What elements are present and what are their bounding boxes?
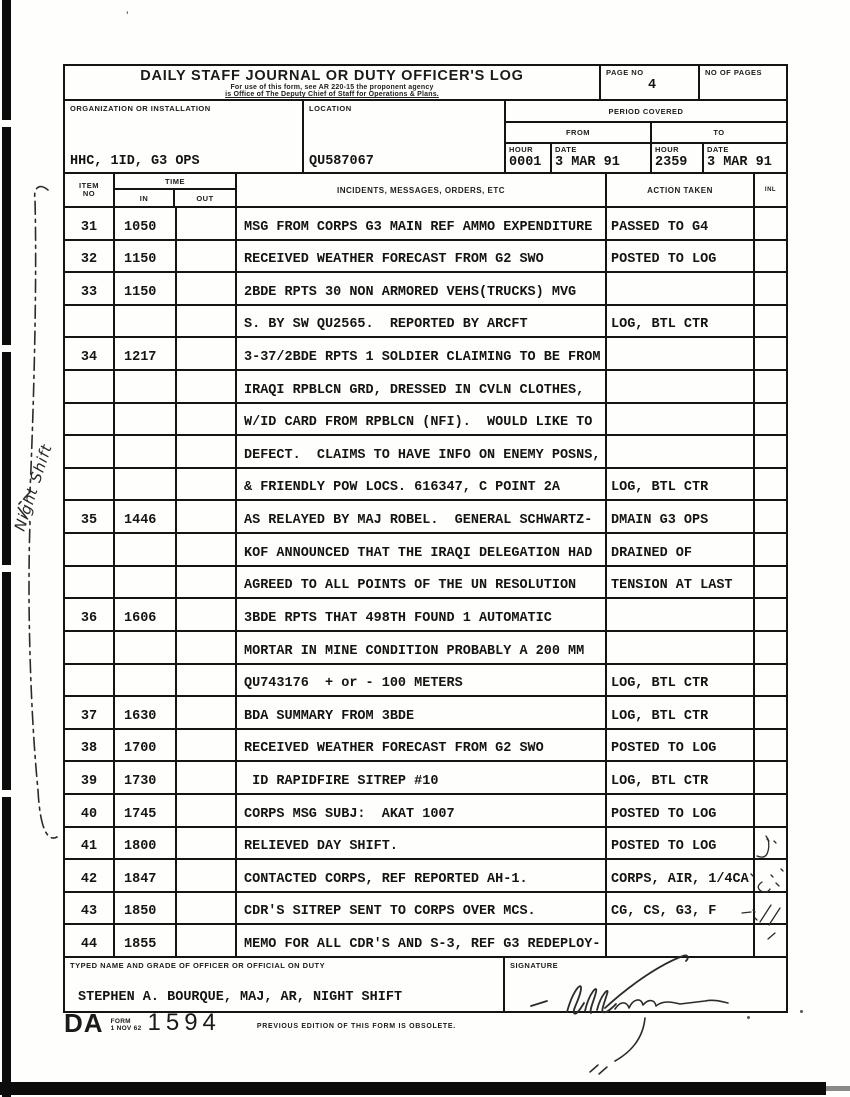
column-header-row — [65, 174, 786, 208]
log-row — [65, 371, 786, 404]
time-in-cell — [115, 469, 177, 500]
time-header-label: TIME — [115, 174, 235, 190]
page-no-label: PAGE NO — [606, 68, 644, 77]
action-cell: TENSION AT LAST — [607, 567, 755, 598]
initials-cell — [755, 404, 786, 435]
organization-cell — [65, 101, 304, 172]
item-no-cell: 38 — [65, 730, 115, 761]
typed-name-cell — [65, 958, 505, 1011]
item-no-cell: 32 — [65, 241, 115, 272]
incident-cell: DEFECT. CLAIMS TO HAVE INFO ON ENEMY POSNS, — [237, 436, 607, 467]
time-in-cell: 1847 — [115, 860, 177, 891]
initials-cell — [755, 371, 786, 402]
log-row — [65, 828, 786, 861]
incident-cell: 2BDE RPTS 30 NON ARMORED VEHS(TRUCKS) MVG — [237, 273, 607, 304]
location-value: QU587067 — [309, 154, 374, 169]
initials-cell — [755, 436, 786, 467]
action-cell: CG, CS, G3, F — [607, 893, 755, 924]
page-no-value: 4 — [647, 78, 657, 93]
initials-cell — [755, 338, 786, 369]
action-cell: LOG, BTL CTR — [607, 665, 755, 696]
scan-notch — [0, 120, 13, 127]
time-out-cell — [177, 501, 237, 532]
to-date-value: 3 MAR 91 — [707, 155, 772, 170]
time-out-cell — [177, 828, 237, 859]
action-cell: POSTED TO LOG — [607, 730, 755, 761]
time-in-cell — [115, 665, 177, 696]
action-cell — [607, 338, 755, 369]
action-cell: POSTED TO LOG — [607, 828, 755, 859]
incident-cell: BDA SUMMARY FROM 3BDE — [237, 697, 607, 728]
action-cell — [607, 436, 755, 467]
initials-cell — [755, 306, 786, 337]
time-out-cell — [177, 273, 237, 304]
time-in-cell — [115, 371, 177, 402]
item-no-cell: 34 — [65, 338, 115, 369]
log-row — [65, 306, 786, 339]
to-date-cell — [704, 144, 786, 172]
organization-label: ORGANIZATION OR INSTALLATION — [70, 104, 211, 113]
time-out-cell — [177, 338, 237, 369]
initials-cell — [755, 762, 786, 793]
da-prefix: DA — [64, 1008, 104, 1038]
incident-cell: AGREED TO ALL POINTS OF THE UN RESOLUTION — [237, 567, 607, 598]
item-no-cell — [65, 665, 115, 696]
time-in-cell — [115, 404, 177, 435]
log-row — [65, 730, 786, 763]
time-in-cell: 1730 — [115, 762, 177, 793]
no-of-pages-label: NO OF PAGES — [705, 68, 763, 77]
incident-cell: ID RAPIDFIRE SITREP #10 — [237, 762, 607, 793]
incident-cell: 3-37/2BDE RPTS 1 SOLDIER CLAIMING TO BE FROM — [237, 338, 607, 369]
item-no-cell — [65, 436, 115, 467]
item-no-cell: 39 — [65, 762, 115, 793]
item-no-cell: 33 — [65, 273, 115, 304]
action-cell: DMAIN G3 OPS — [607, 501, 755, 532]
time-in-header: IN — [115, 190, 175, 206]
log-row — [65, 469, 786, 502]
time-in-cell — [115, 436, 177, 467]
action-cell: POSTED TO LOG — [607, 795, 755, 826]
incident-cell: 3BDE RPTS THAT 498TH FOUND 1 AUTOMATIC — [237, 599, 607, 630]
log-row — [65, 795, 786, 828]
incident-cell: MORTAR IN MINE CONDITION PROBABLY A 200 MM — [237, 632, 607, 663]
log-row — [65, 208, 786, 241]
time-in-cell: 1150 — [115, 241, 177, 272]
time-out-cell — [177, 762, 237, 793]
scan-edge-stub — [826, 1086, 850, 1091]
item-no-cell: 44 — [65, 925, 115, 956]
item-no-cell — [65, 306, 115, 337]
incident-cell: QU743176 + or - 100 METERS — [237, 665, 607, 696]
initials-cell — [755, 665, 786, 696]
incident-cell: RELIEVED DAY SHIFT. — [237, 828, 607, 859]
initials-cell — [755, 469, 786, 500]
action-cell: LOG, BTL CTR — [607, 762, 755, 793]
log-row — [65, 762, 786, 795]
action-cell: LOG, BTL CTR — [607, 697, 755, 728]
date-label: DATE — [707, 145, 729, 154]
time-out-cell — [177, 371, 237, 402]
time-out-cell — [177, 599, 237, 630]
log-row — [65, 241, 786, 274]
action-cell: LOG, BTL CTR — [607, 306, 755, 337]
incident-cell: RECEIVED WEATHER FORECAST FROM G2 SWO — [237, 730, 607, 761]
from-label: FROM — [506, 123, 652, 142]
log-row — [65, 404, 786, 437]
initials-cell — [755, 208, 786, 239]
margin-brace-annotation — [0, 140, 64, 880]
time-in-cell: 1855 — [115, 925, 177, 956]
time-out-cell — [177, 925, 237, 956]
item-no-cell: 40 — [65, 795, 115, 826]
time-in-cell: 1850 — [115, 893, 177, 924]
action-cell — [607, 404, 755, 435]
action-taken-header: ACTION TAKEN — [607, 174, 755, 206]
form-date: 1 NOV 62 — [110, 1025, 142, 1032]
initials-cell — [755, 273, 786, 304]
incident-cell: AS RELAYED BY MAJ ROBEL. GENERAL SCHWARTZ- — [237, 501, 607, 532]
item-no-cell: 35 — [65, 501, 115, 532]
log-row — [65, 860, 786, 893]
form-subtitle-1: For use of this form, see AR 220-15 the proponent agency — [230, 84, 434, 91]
time-in-cell — [115, 306, 177, 337]
time-out-header: OUT — [196, 193, 214, 203]
time-out-cell — [177, 893, 237, 924]
time-out-cell — [177, 469, 237, 500]
initials-cell — [755, 697, 786, 728]
title-cell — [65, 66, 601, 99]
item-no-cell: 36 — [65, 599, 115, 630]
form-subtitle-2: is Office of The Deputy Chief of Staff for Operations & Plans. — [225, 91, 439, 98]
from-date-value: 3 MAR 91 — [555, 155, 620, 170]
item-no-header — [65, 174, 115, 206]
organization-value: HHC, 1ID, G3 OPS — [70, 154, 200, 169]
page-no-cell — [601, 66, 700, 99]
log-row — [65, 338, 786, 371]
time-out-cell — [177, 567, 237, 598]
log-row — [65, 501, 786, 534]
item-no-cell — [65, 404, 115, 435]
item-header-line1: ITEM — [79, 181, 99, 190]
form-word: FORM — [110, 1018, 131, 1025]
incident-cell: CDR'S SITREP SENT TO CORPS OVER MCS. — [237, 893, 607, 924]
initials-cell — [755, 567, 786, 598]
incident-cell: RECEIVED WEATHER FORECAST FROM G2 SWO — [237, 241, 607, 272]
time-header — [115, 174, 237, 206]
period-covered-label: PERIOD COVERED — [506, 101, 786, 123]
time-in-cell: 1150 — [115, 273, 177, 304]
from-hour-cell — [506, 144, 552, 172]
incident-cell: MEMO FOR ALL CDR'S AND S-3, REF G3 REDEPLOY- — [237, 925, 607, 956]
log-row — [65, 599, 786, 632]
action-cell — [607, 371, 755, 402]
item-no-cell — [65, 632, 115, 663]
location-label: LOCATION — [309, 104, 352, 113]
org-location-period-band — [65, 101, 786, 174]
no-of-pages-cell — [700, 66, 786, 99]
time-in-cell: 1700 — [115, 730, 177, 761]
incidents-header: INCIDENTS, MESSAGES, ORDERS, ETC — [237, 174, 607, 206]
log-row — [65, 893, 786, 926]
from-date-cell — [552, 144, 652, 172]
time-out-cell — [177, 632, 237, 663]
signature-label: SIGNATURE — [510, 961, 559, 970]
log-row — [65, 273, 786, 306]
initials-cell — [755, 632, 786, 663]
time-out-cell — [177, 436, 237, 467]
time-out-cell — [177, 730, 237, 761]
obsolete-note: PREVIOUS EDITION OF THIS FORM IS OBSOLETE. — [256, 1023, 456, 1030]
incident-cell: S. BY SW QU2565. REPORTED BY ARCFT — [237, 306, 607, 337]
incident-cell: KOF ANNOUNCED THAT THE IRAQI DELEGATION HAD — [237, 534, 607, 565]
incident-cell: CONTACTED CORPS, REF REPORTED AH-1. — [237, 860, 607, 891]
hour-label: HOUR — [655, 145, 680, 154]
da-form-footer — [64, 1008, 456, 1038]
action-cell — [607, 273, 755, 304]
margin-note: Night Shift — [10, 441, 56, 534]
log-row — [65, 665, 786, 698]
time-in-cell — [115, 632, 177, 663]
typed-name-value: STEPHEN A. BOURQUE, MAJ, AR, NIGHT SHIFT — [78, 990, 403, 1005]
time-in-cell: 1606 — [115, 599, 177, 630]
item-no-cell — [65, 469, 115, 500]
time-out-cell — [177, 795, 237, 826]
initials-scribbles — [740, 830, 802, 948]
item-no-cell — [65, 534, 115, 565]
initials-cell — [755, 795, 786, 826]
action-cell: PASSED TO G4 — [607, 208, 755, 239]
time-out-cell — [177, 404, 237, 435]
action-cell — [607, 599, 755, 630]
item-no-cell — [65, 371, 115, 402]
stray-mark: ’ — [126, 10, 129, 22]
log-row — [65, 534, 786, 567]
time-in-cell: 1446 — [115, 501, 177, 532]
log-row — [65, 632, 786, 665]
from-hour-value: 0001 — [509, 155, 542, 170]
form-table — [63, 64, 788, 1013]
time-out-cell — [177, 697, 237, 728]
time-out-cell — [177, 241, 237, 272]
log-row — [65, 567, 786, 600]
to-label: TO — [713, 128, 725, 137]
item-no-cell — [65, 567, 115, 598]
item-no-cell: 43 — [65, 893, 115, 924]
incident-cell: W/ID CARD FROM RPBLCN (NFI). WOULD LIKE TO — [237, 404, 607, 435]
time-out-cell — [177, 860, 237, 891]
time-in-cell: 1217 — [115, 338, 177, 369]
time-out-cell — [177, 208, 237, 239]
log-row — [65, 697, 786, 730]
time-in-cell — [115, 534, 177, 565]
action-cell: DRAINED OF — [607, 534, 755, 565]
action-cell: POSTED TO LOG — [607, 241, 755, 272]
initials-cell — [755, 501, 786, 532]
scan-edge-bottom — [0, 1082, 826, 1095]
time-in-cell — [115, 567, 177, 598]
time-out-cell — [177, 665, 237, 696]
form-number: 1594 — [147, 1009, 221, 1036]
to-hour-cell — [652, 144, 704, 172]
time-in-cell: 1745 — [115, 795, 177, 826]
log-rows — [65, 208, 786, 958]
location-cell — [304, 101, 506, 172]
time-in-cell: 1050 — [115, 208, 177, 239]
initials-cell — [755, 534, 786, 565]
initials-cell — [755, 730, 786, 761]
action-cell: LOG, BTL CTR — [607, 469, 755, 500]
handwritten-signature — [493, 948, 813, 1083]
incident-cell: & FRIENDLY POW LOCS. 616347, C POINT 2A — [237, 469, 607, 500]
initials-cell — [755, 599, 786, 630]
time-in-cell: 1630 — [115, 697, 177, 728]
form-edition — [111, 1018, 142, 1032]
incident-cell: IRAQI RPBLCN GRD, DRESSED IN CVLN CLOTHES, — [237, 371, 607, 402]
time-out-cell — [177, 306, 237, 337]
initials-header: INL — [764, 187, 777, 193]
period-covered-section — [506, 101, 786, 172]
initials-cell — [755, 241, 786, 272]
incident-cell: MSG FROM CORPS G3 MAIN REF AMMO EXPENDITURE — [237, 208, 607, 239]
item-no-cell: 31 — [65, 208, 115, 239]
item-no-cell: 41 — [65, 828, 115, 859]
time-out-cell — [177, 534, 237, 565]
action-cell: CORPS, AIR, 1/4CA — [607, 860, 755, 891]
item-no-cell: 37 — [65, 697, 115, 728]
typed-name-label: TYPED NAME AND GRADE OF OFFICER OR OFFICIAL ON DUTY — [70, 961, 326, 970]
item-no-cell: 42 — [65, 860, 115, 891]
to-hour-value: 2359 — [655, 155, 688, 170]
form-title: DAILY STAFF JOURNAL OR DUTY OFFICER'S LOG — [140, 68, 524, 84]
action-cell — [607, 632, 755, 663]
hour-label: HOUR — [509, 145, 534, 154]
date-label: DATE — [555, 145, 577, 154]
time-in-cell: 1800 — [115, 828, 177, 859]
item-header-line2: NO — [82, 189, 96, 198]
form-header-band — [65, 66, 786, 101]
incident-cell: CORPS MSG SUBJ: AKAT 1007 — [237, 795, 607, 826]
log-row — [65, 436, 786, 469]
